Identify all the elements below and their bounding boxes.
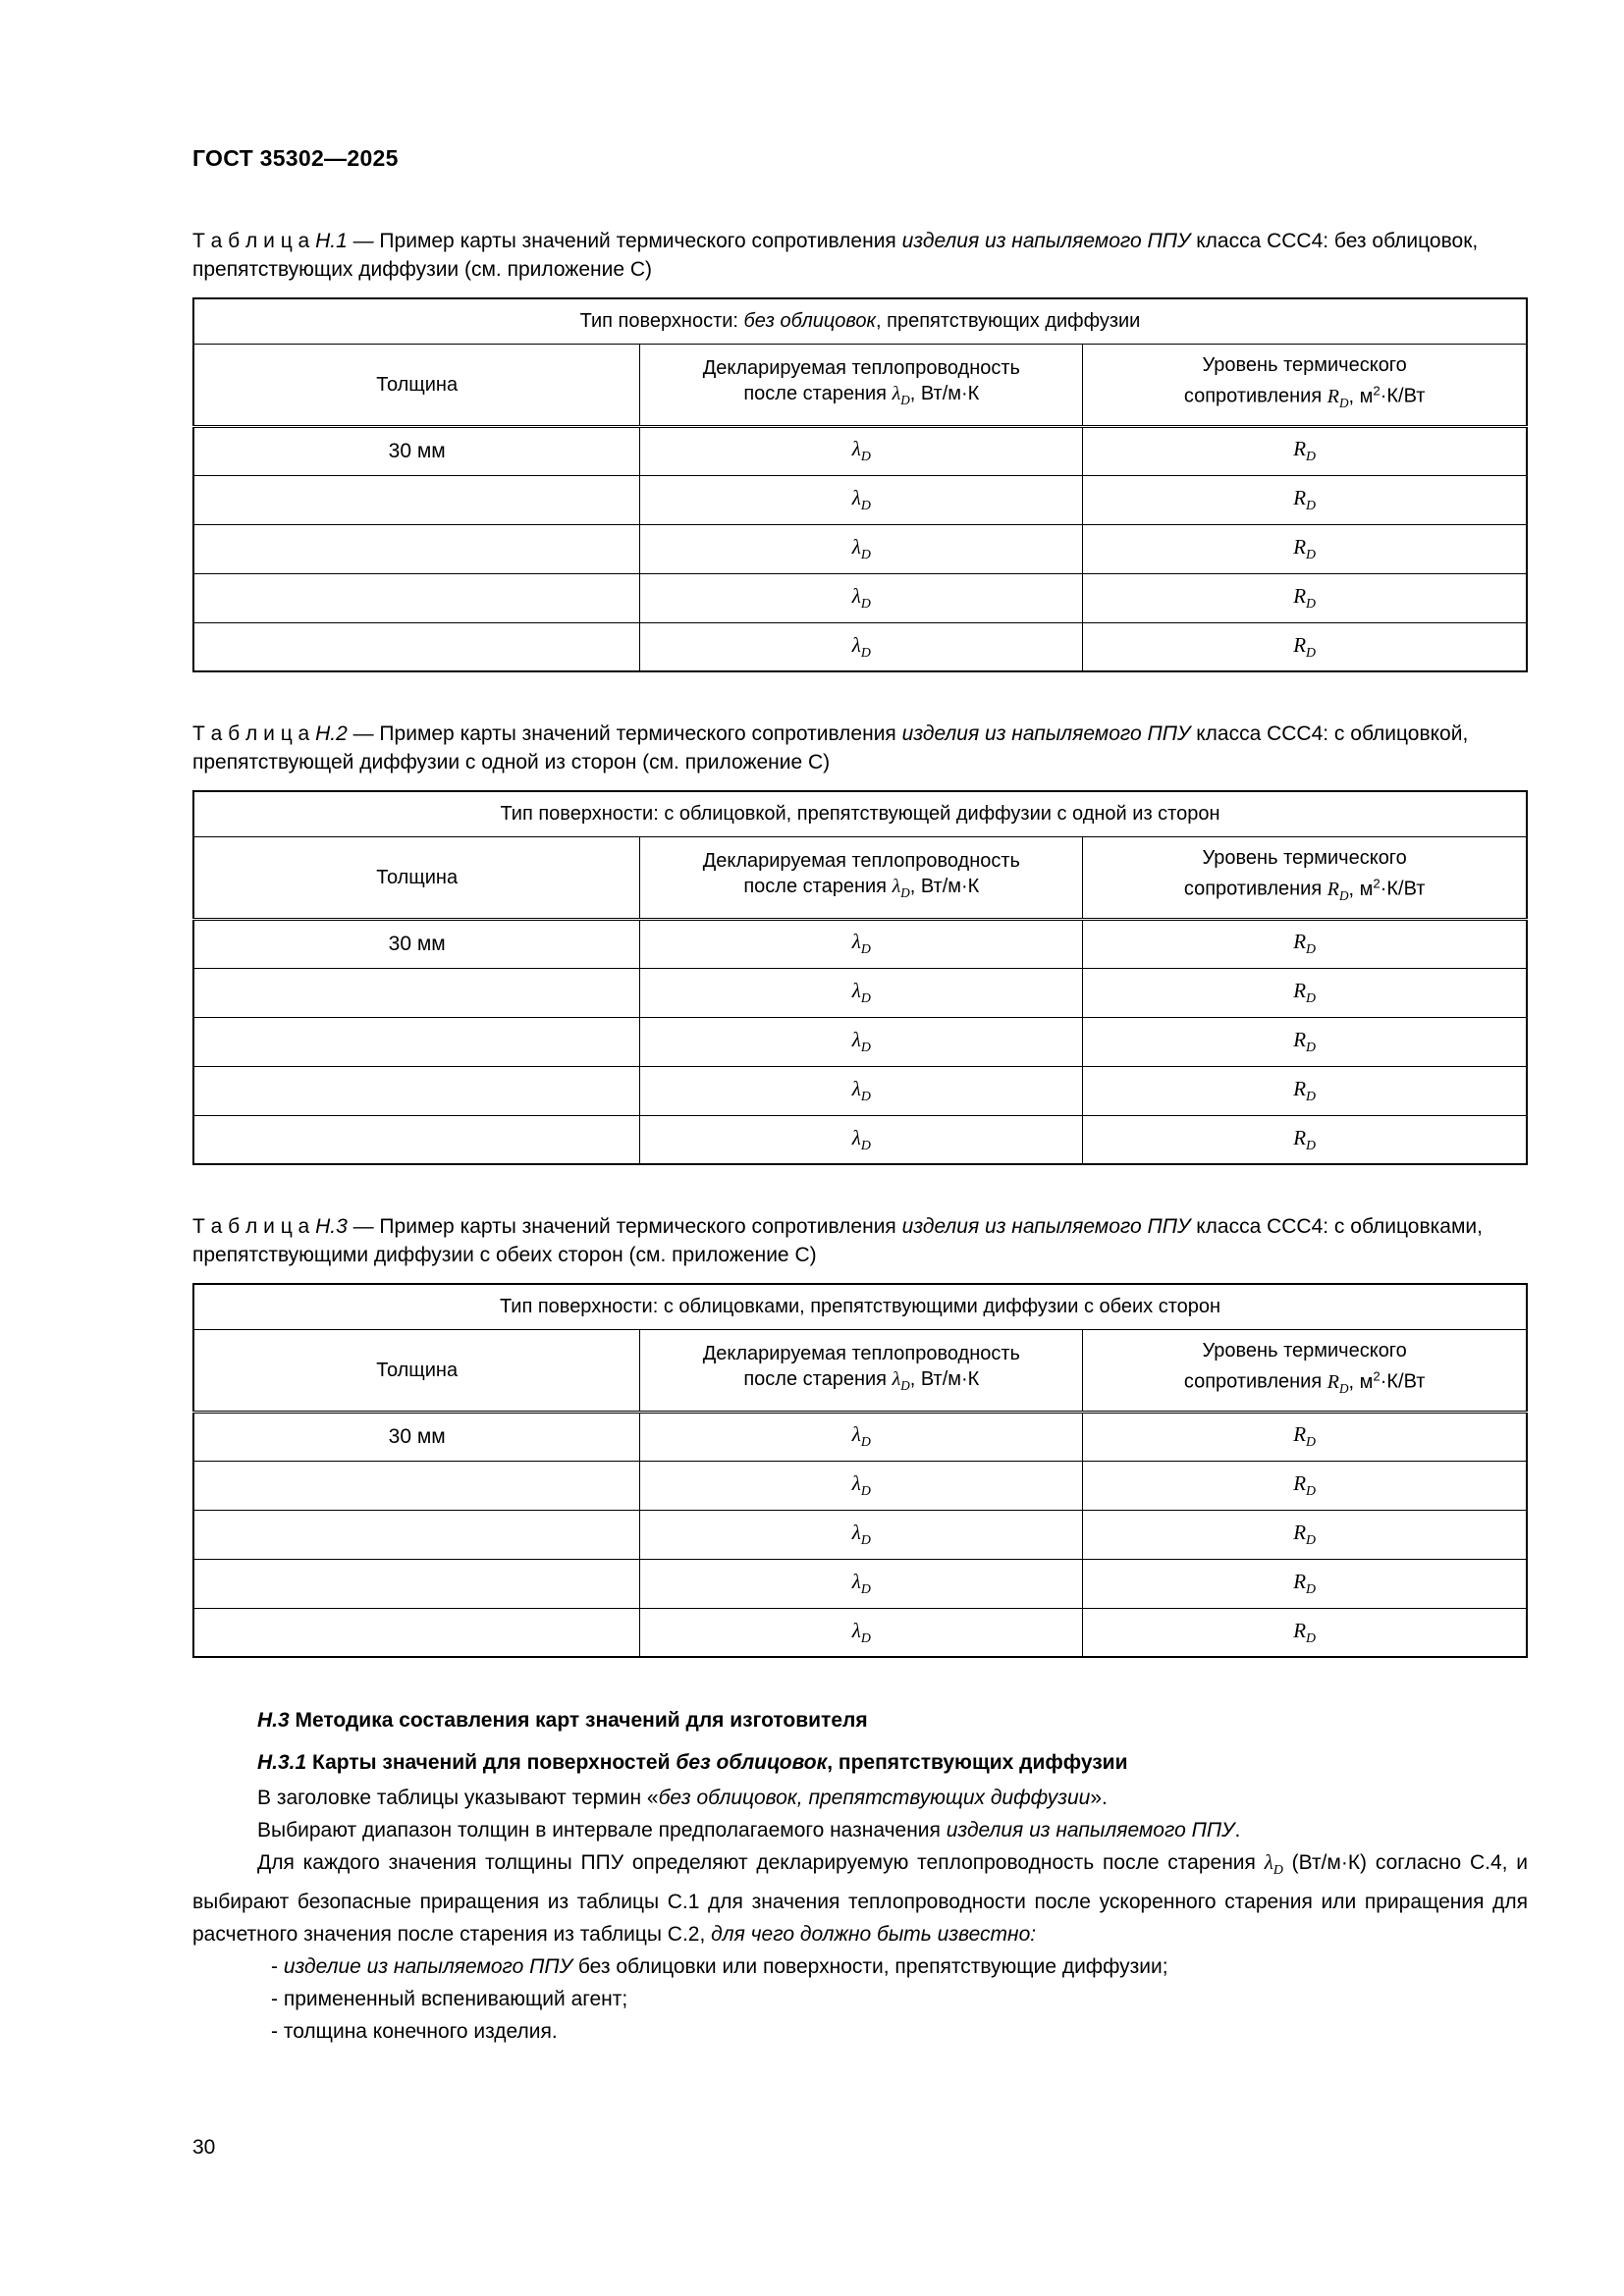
- table-h3: [192, 1283, 1528, 1658]
- bullet-item: - изделие из напыляемого ППУ без облицовки или поверхности, препятствующие диффузии;: [271, 1955, 1168, 1979]
- col-header-thickness: Толщина: [193, 836, 640, 919]
- table-row: [193, 1412, 1527, 1461]
- r-d-cell: $R_D$: [1083, 475, 1527, 524]
- table-row: [193, 426, 1527, 475]
- thickness-cell: [193, 573, 640, 622]
- table-caption-h1: Т а б л и ц а Н.1 — Пример карты значений термического сопротивления изделия из напыляемого ППУ класса ССС4: без облицовок, препятствующих диффузии (см. приложение С): [192, 230, 1479, 281]
- col-header-thickness: Толщина: [193, 344, 640, 426]
- r-d-cell: $R_D$: [1083, 1510, 1527, 1559]
- col-header-lambda: Декларируемая теплопроводность после старения $\lambda_D$, Вт/м·К: [640, 344, 1083, 426]
- paragraph-1: В заголовке таблицы указывают термин «без облицовок, препятствующих диффузии».: [257, 1787, 1108, 1809]
- lambda-d-cell: $\lambda_D$: [640, 968, 1083, 1017]
- thickness-cell: 30 мм: [193, 1412, 640, 1461]
- thickness-cell: [193, 475, 640, 524]
- r-d-cell: $R_D$: [1083, 1559, 1527, 1608]
- surface-type-cell: Тип поверхности: с облицовкой, препятствующей диффузии с одной из сторон: [193, 791, 1527, 836]
- table-body: [193, 298, 1527, 671]
- lambda-d-cell: $\lambda_D$: [640, 1412, 1083, 1461]
- lambda-d-cell: $\lambda_D$: [640, 475, 1083, 524]
- r-d-cell: $R_D$: [1083, 968, 1527, 1017]
- heading-h3: Н.3 Методика составления карт значений для изготовителя: [257, 1709, 868, 1732]
- column-header-row: [193, 1329, 1527, 1412]
- r-d-cell: $R_D$: [1083, 1115, 1527, 1164]
- table-block-h1: [192, 227, 1528, 672]
- paragraph-3: Для каждого значения толщины ППУ определяют декларируемую теплопроводность после старения $\lambda_D$ (Вт/м·К) согласно С.4, и выбирают безопасные приращения из таблицы С.1 для значения теплопроводности после ускоренного старения или приращения для расчетного значения после старения из таблицы С.2, для чего должно быть известно:: [192, 1850, 1528, 1947]
- surface-type-row: [193, 1284, 1527, 1329]
- r-d-cell: $R_D$: [1083, 622, 1527, 671]
- lambda-d-cell: $\lambda_D$: [640, 1461, 1083, 1510]
- column-header-row: [193, 836, 1527, 919]
- table-row: [193, 475, 1527, 524]
- thickness-cell: [193, 1608, 640, 1657]
- thickness-cell: [193, 1559, 640, 1608]
- lambda-d-cell: $\lambda_D$: [640, 919, 1083, 968]
- table-body: [193, 1284, 1527, 1657]
- heading-h31: Н.3.1 Карты значений для поверхностей без облицовок, препятствующих диффузии: [257, 1751, 1128, 1774]
- col-header-r: Уровень термического сопротивления $R_D$, $м^2\cdot К/Вт$: [1083, 344, 1527, 426]
- table-row: [193, 573, 1527, 622]
- table-body: [193, 791, 1527, 1164]
- thickness-cell: [193, 1461, 640, 1510]
- surface-type-cell: Тип поверхности: без облицовок, препятствующих диффузии: [193, 298, 1527, 344]
- lambda-d-cell: $\lambda_D$: [640, 1066, 1083, 1115]
- col-header-lambda: Декларируемая теплопроводность после старения $\lambda_D$, Вт/м·К: [640, 836, 1083, 919]
- thickness-cell: [193, 524, 640, 573]
- lambda-d-cell: $\lambda_D$: [640, 1017, 1083, 1066]
- thickness-cell: [193, 1115, 640, 1164]
- col-header-thickness: Толщина: [193, 1329, 640, 1412]
- table-row: [193, 919, 1527, 968]
- lambda-d-cell: $\lambda_D$: [640, 524, 1083, 573]
- section-h3: [192, 1705, 1528, 2048]
- bullet-item: - примененный вспенивающий агент;: [271, 1988, 628, 2011]
- table-row: [193, 1115, 1527, 1164]
- r-d-cell: $R_D$: [1083, 1608, 1527, 1657]
- table-block-h2: [192, 720, 1528, 1165]
- thickness-cell: [193, 622, 640, 671]
- r-d-cell: $R_D$: [1083, 919, 1527, 968]
- surface-type-row: [193, 298, 1527, 344]
- table-row: [193, 1017, 1527, 1066]
- col-header-r: Уровень термического сопротивления $R_D$, $м^2\cdot К/Вт$: [1083, 836, 1527, 919]
- table-row: [193, 1066, 1527, 1115]
- column-header-row: [193, 344, 1527, 426]
- r-d-cell: $R_D$: [1083, 1066, 1527, 1115]
- lambda-d-cell: $\lambda_D$: [640, 426, 1083, 475]
- col-header-r: Уровень термического сопротивления $R_D$, $м^2\cdot К/Вт$: [1083, 1329, 1527, 1412]
- col-header-lambda: Декларируемая теплопроводность после старения $\lambda_D$, Вт/м·К: [640, 1329, 1083, 1412]
- r-d-cell: $R_D$: [1083, 1412, 1527, 1461]
- r-d-cell: $R_D$: [1083, 1461, 1527, 1510]
- lambda-d-cell: $\lambda_D$: [640, 573, 1083, 622]
- table-caption-h2: Т а б л и ц а Н.2 — Пример карты значений термического сопротивления изделия из напыляемого ППУ класса ССС4: с облицовкой, препятствующей диффузии с одной из сторон (см. приложение С): [192, 722, 1469, 774]
- table-row: [193, 1461, 1527, 1510]
- lambda-d-cell: $\lambda_D$: [640, 1115, 1083, 1164]
- table-block-h3: [192, 1212, 1528, 1658]
- page-number: 30: [192, 2136, 216, 2159]
- table-h2: [192, 790, 1528, 1165]
- surface-type-row: [193, 791, 1527, 836]
- thickness-cell: 30 мм: [193, 919, 640, 968]
- thickness-cell: [193, 968, 640, 1017]
- table-row: [193, 1510, 1527, 1559]
- thickness-cell: [193, 1066, 640, 1115]
- table-row: [193, 524, 1527, 573]
- lambda-d-cell: $\lambda_D$: [640, 1510, 1083, 1559]
- r-d-cell: $R_D$: [1083, 1017, 1527, 1066]
- table-row: [193, 1559, 1527, 1608]
- thickness-cell: 30 мм: [193, 426, 640, 475]
- table-row: [193, 968, 1527, 1017]
- r-d-cell: $R_D$: [1083, 524, 1527, 573]
- doc-code: ГОСТ 35302—2025: [192, 145, 399, 171]
- r-d-cell: $R_D$: [1083, 426, 1527, 475]
- table-row: [193, 622, 1527, 671]
- surface-type-cell: Тип поверхности: с облицовками, препятствующими диффузии с обеих сторон: [193, 1284, 1527, 1329]
- lambda-d-cell: $\lambda_D$: [640, 622, 1083, 671]
- paragraph-2: Выбирают диапазон толщин в интервале предполагаемого назначения изделия из напыляемого ППУ.: [257, 1819, 1241, 1842]
- table-h1: [192, 297, 1528, 672]
- table-row: [193, 1608, 1527, 1657]
- r-d-cell: $R_D$: [1083, 573, 1527, 622]
- thickness-cell: [193, 1510, 640, 1559]
- thickness-cell: [193, 1017, 640, 1066]
- bullet-item: - толщина конечного изделия.: [271, 2020, 558, 2044]
- lambda-d-cell: $\lambda_D$: [640, 1608, 1083, 1657]
- table-caption-h3: Т а б л и ц а Н.3 — Пример карты значений термического сопротивления изделия из напыляемого ППУ класса ССС4: с облицовками, препятствующими диффузии с обеих сторон (см. приложение С): [192, 1215, 1483, 1266]
- lambda-d-cell: $\lambda_D$: [640, 1559, 1083, 1608]
